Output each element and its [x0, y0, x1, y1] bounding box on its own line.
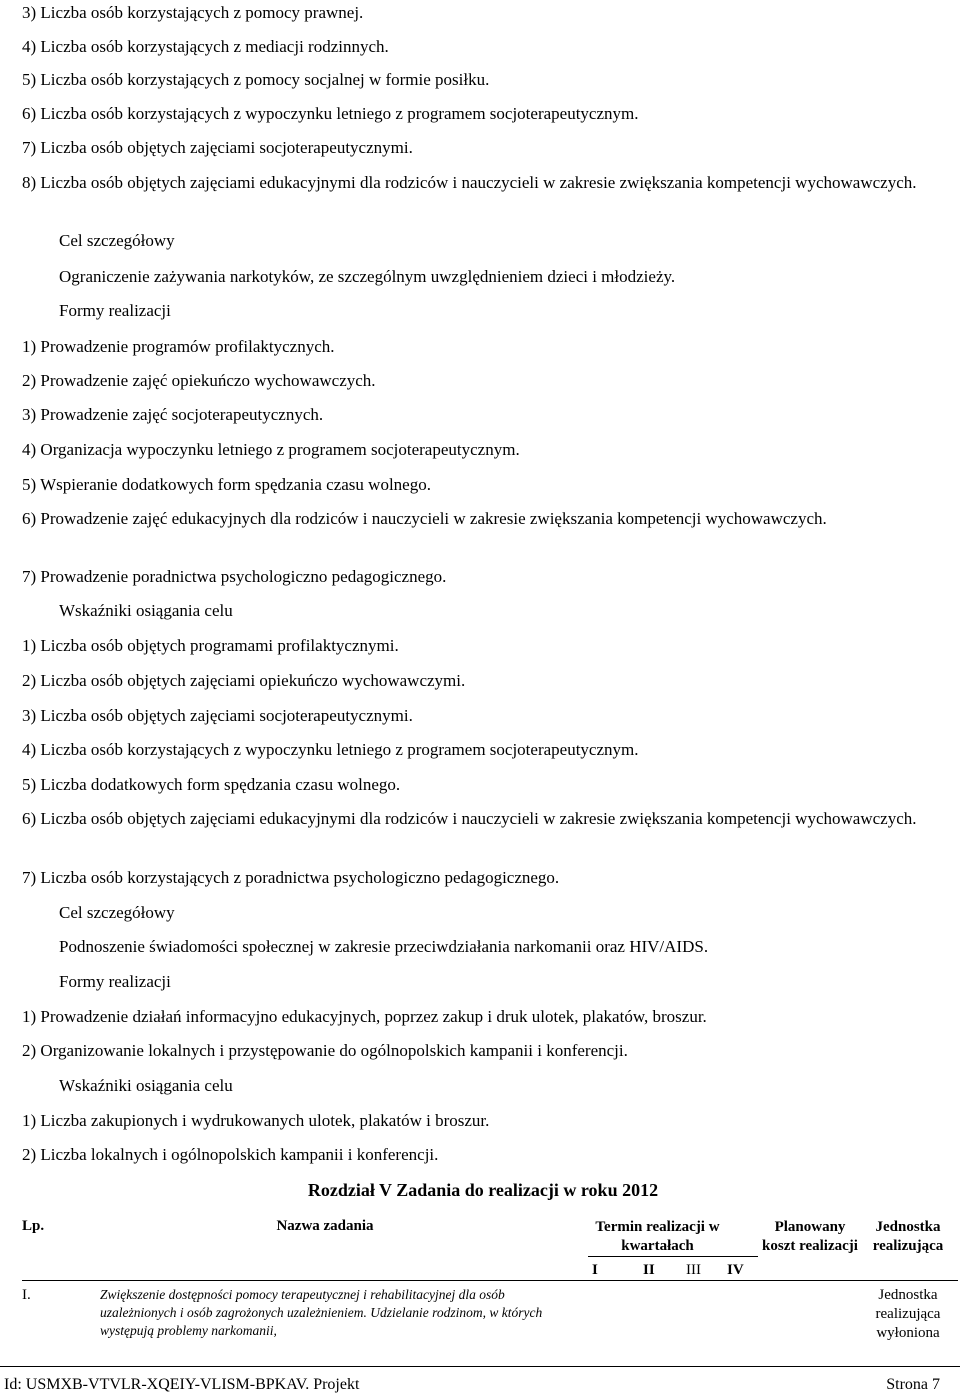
list-item: 5) Liczba osób korzystających z pomocy socjalnej w formie posiłku.: [22, 70, 490, 89]
list-item: 4) Liczba osób korzystających z mediacji rodzinnych.: [22, 37, 389, 56]
section-heading-formy: Formy realizacji: [59, 301, 171, 320]
table-cell-jednostka: Jednostka realizująca wyłoniona: [875, 1287, 941, 1341]
list-item: 7) Prowadzenie poradnictwa psychologiczno pedagogicznego.: [22, 567, 447, 586]
list-item: 1) Liczba osób objętych programami profilaktycznymi.: [22, 636, 399, 655]
list-item: 6) Liczba osób korzystających z wypoczynku letniego z programem socjoterapeutycznym.: [22, 104, 639, 123]
list-item: 2) Prowadzenie zajęć opiekuńczo wychowawczych.: [22, 371, 376, 390]
list-item: 2) Liczba osób objętych zajęciami opiekuńczo wychowawczymi.: [22, 671, 466, 690]
list-item: 7) Liczba osób objętych zajęciami socjoterapeutycznymi.: [22, 138, 413, 157]
section-heading-cel: Cel szczegółowy: [59, 231, 175, 250]
table-quarter-3: III: [686, 1262, 701, 1278]
table-cell-lp: I.: [22, 1287, 31, 1303]
list-item: 5) Liczba dodatkowych form spędzania czasu wolnego.: [22, 775, 401, 794]
list-item: 7) Liczba osób korzystających z poradnictwa psychologiczno pedagogicznego.: [22, 868, 560, 887]
list-item: 6) Prowadzenie zajęć edukacyjnych dla rodziców i nauczycieli w zakresie zwiększania kompetencji wychowawczych.: [22, 509, 827, 528]
list-item: 1) Liczba zakupionych i wydrukowanych ulotek, plakatów i broszur.: [22, 1111, 490, 1130]
table-divider: [588, 1256, 758, 1257]
table-divider: [22, 1280, 958, 1281]
footer-divider: [0, 1366, 960, 1367]
section-heading-wskazniki: Wskaźniki osiągania celu: [59, 601, 233, 620]
table-header-koszt: Planowany koszt realizacji: [762, 1219, 858, 1254]
list-item: 1) Prowadzenie programów profilaktycznych.: [22, 337, 335, 356]
table-header-termin: Termin realizacji w kwartałach: [595, 1219, 720, 1254]
table-quarter-2: II: [643, 1262, 655, 1278]
chapter-heading: Rozdział V Zadania do realizacji w roku 2012: [307, 1180, 659, 1200]
footer-id: Id: USMXB-VTVLR-XQEIY-VLISM-BPKAV. Projekt: [4, 1376, 360, 1393]
list-item: 8) Liczba osób objętych zajęciami edukacyjnymi dla rodziców i nauczycieli w zakresie zwiększania kompetencji wychowawczych.: [22, 173, 917, 192]
list-item: 4) Liczba osób korzystających z wypoczynku letniego z programem socjoterapeutycznym.: [22, 740, 639, 759]
list-item: 3) Prowadzenie zajęć socjoterapeutycznych.: [22, 405, 324, 424]
cel-text: Ograniczenie zażywania narkotyków, ze szczególnym uwzględnieniem dzieci i młodzieży.: [59, 267, 676, 286]
section-heading-wskazniki: Wskaźniki osiągania celu: [59, 1076, 233, 1095]
cel-text: Podnoszenie świadomości społecznej w zakresie przeciwdziałania narkomanii oraz HIV/AIDS.: [59, 937, 709, 956]
list-item: 5) Wspieranie dodatkowych form spędzania czasu wolnego.: [22, 475, 431, 494]
list-item: 1) Prowadzenie działań informacyjno edukacyjnych, poprzez zakup i druk ulotek, plakatów, broszur.: [22, 1007, 707, 1026]
table-quarter-1: I: [592, 1262, 598, 1278]
list-item: 4) Organizacja wypoczynku letniego z programem socjoterapeutycznym.: [22, 440, 520, 459]
list-item: 6) Liczba osób objętych zajęciami edukacyjnymi dla rodziców i nauczycieli w zakresie zwiększania kompetencji wychowawczych.: [22, 809, 917, 828]
section-heading-formy: Formy realizacji: [59, 972, 171, 991]
list-item: 2) Liczba lokalnych i ogólnopolskich kampanii i konferencji.: [22, 1145, 439, 1164]
section-heading-cel: Cel szczegółowy: [59, 903, 175, 922]
list-item: 3) Liczba osób korzystających z pomocy prawnej.: [22, 3, 364, 22]
list-item: 3) Liczba osób objętych zajęciami socjoterapeutycznymi.: [22, 706, 413, 725]
table-header-lp: Lp.: [22, 1218, 45, 1234]
page-number: Strona 7: [886, 1376, 940, 1393]
table-quarter-4: IV: [727, 1262, 744, 1278]
table-header-jednostka: Jednostka realizująca: [872, 1219, 944, 1254]
table-cell-name: Zwiększenie dostępności pomocy terapeutycznej i rehabilitacyjnej dla osób uzależnionych i osób zagrożonych uzależnieniem. Udzielanie rodzinom, w których występują problemy narkomanii,: [100, 1287, 543, 1338]
list-item: 2) Organizowanie lokalnych i przystępowanie do ogólnopolskich kampanii i konferencji.: [22, 1041, 628, 1060]
table-header-nazwa: Nazwa zadania: [276, 1218, 374, 1234]
